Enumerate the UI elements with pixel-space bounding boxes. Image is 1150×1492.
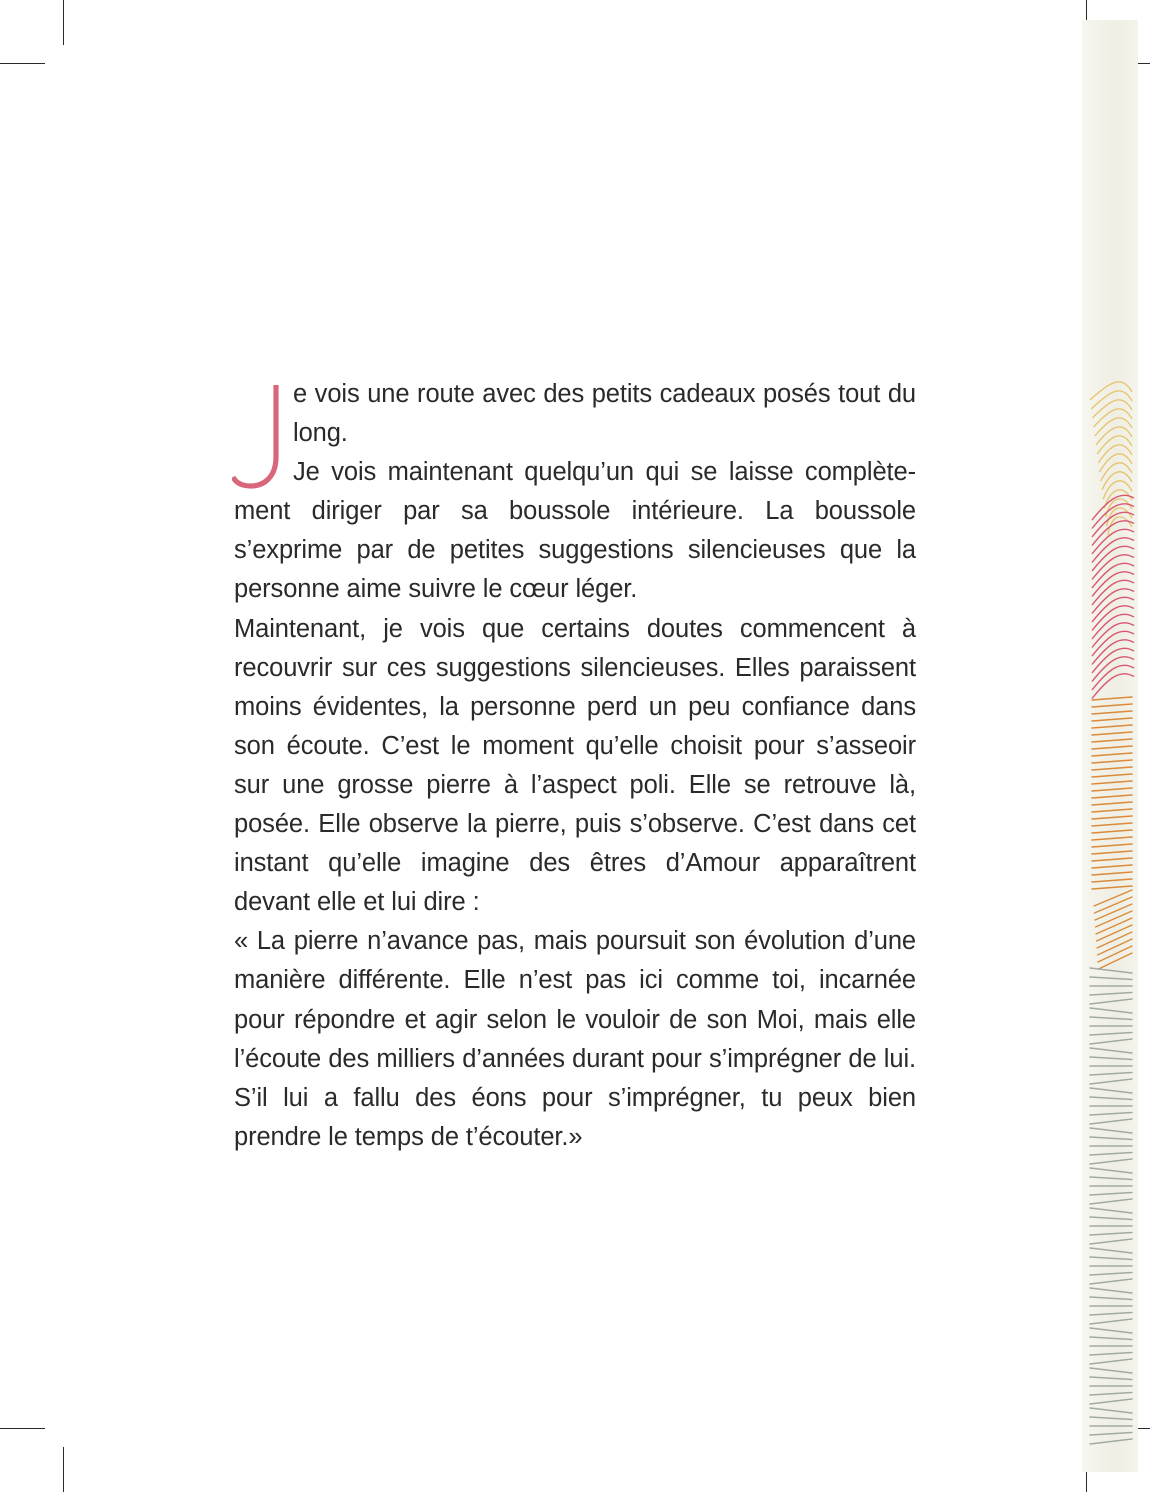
decorative-stroke — [1092, 858, 1132, 861]
decorative-stroke — [1090, 993, 1132, 996]
decorative-stroke — [1090, 1319, 1132, 1324]
crop-mark — [63, 0, 64, 45]
decorative-stroke — [1090, 1279, 1132, 1284]
decorative-stroke — [1092, 830, 1132, 833]
decorative-stroke — [1096, 911, 1133, 927]
page-text — [234, 375, 916, 1157]
decorative-stroke — [1090, 1039, 1132, 1044]
decorative-stroke — [1090, 1233, 1132, 1236]
decorative-stroke — [1094, 890, 1132, 906]
decorative-stroke — [1090, 1208, 1132, 1213]
paragraph-1 — [234, 375, 916, 453]
decorative-stroke — [1092, 774, 1132, 777]
decorative-stroke — [1092, 795, 1132, 798]
decorative-stroke — [1090, 1393, 1132, 1396]
decorative-stroke — [1098, 445, 1132, 463]
decorative-stroke — [1090, 1137, 1132, 1140]
decorative-stroke — [1090, 1257, 1132, 1260]
decorative-stroke — [1099, 953, 1133, 969]
decorative-stroke — [1090, 1313, 1132, 1316]
decorative-stroke — [1092, 725, 1132, 728]
decorative-stroke — [1092, 760, 1132, 763]
decorative-stroke — [1092, 788, 1132, 791]
decorative-stroke — [1092, 674, 1134, 699]
decorative-stroke — [1092, 816, 1132, 819]
decorative-stroke — [1090, 1368, 1132, 1373]
decorative-stroke — [1090, 1073, 1132, 1076]
decorative-stroke — [1092, 711, 1132, 714]
decorative-stroke — [1090, 1008, 1132, 1013]
decorative-stroke — [1090, 1417, 1132, 1420]
decorative-stroke — [1090, 1359, 1132, 1364]
decorative-stroke — [1090, 1353, 1132, 1356]
decorative-stroke — [1090, 1177, 1132, 1180]
decorative-stroke — [1092, 746, 1132, 749]
decorative-stroke — [1090, 1128, 1132, 1133]
paragraph-2 — [234, 453, 916, 609]
decorative-stroke — [1090, 1057, 1132, 1060]
decorative-stroke — [1090, 1239, 1132, 1244]
decorative-stroke — [1090, 1193, 1132, 1196]
decorative-stroke — [1092, 851, 1132, 854]
decorative-stroke — [1095, 897, 1133, 913]
decorative-stroke — [1092, 879, 1132, 882]
paragraph-4 — [234, 922, 916, 1157]
decorative-stroke — [1090, 1337, 1132, 1340]
decorative-stroke — [1092, 865, 1132, 868]
decorative-stroke — [1097, 436, 1132, 454]
decorative-stroke — [1092, 837, 1132, 840]
decorative-stroke — [1090, 1377, 1132, 1380]
decorative-stroke — [1090, 1168, 1132, 1173]
decorative-stroke — [1092, 718, 1132, 721]
decorative-stroke — [1090, 1119, 1132, 1124]
decorative-stroke — [1090, 1297, 1132, 1300]
paragraph-2-text: Je vois maintenant quelqu’un qui se laisse complète-ment diriger par sa boussole intérieure. La boussole s’exprime par de petites suggestions silencieuses que la personne aime suivre le cœur léger. — [234, 458, 916, 604]
decorative-stroke — [1097, 932, 1132, 948]
decorative-stroke — [1090, 1097, 1132, 1100]
decorative-stroke — [1092, 697, 1132, 700]
decorative-stroke — [1092, 781, 1132, 784]
decorative-stroke — [1090, 1113, 1132, 1116]
decorative-stroke — [1097, 925, 1133, 941]
decorative-stroke — [1092, 886, 1132, 889]
dropcap-rest-text: e vois une route avec des petits cadeaux posés tout du long. — [293, 380, 916, 448]
decorative-stroke — [1090, 1408, 1132, 1413]
decorative-stroke — [1090, 1017, 1132, 1020]
decorative-stroke — [1092, 823, 1132, 826]
decorative-stroke — [1092, 732, 1132, 735]
decorative-stroke — [1092, 739, 1132, 742]
paragraph-3 — [234, 610, 916, 923]
decorative-stroke — [1092, 767, 1132, 770]
decorative-stroke — [1092, 802, 1132, 805]
decorative-stroke — [1090, 1273, 1132, 1276]
decorative-stroke — [1090, 1248, 1132, 1253]
decorative-stroke — [1090, 1399, 1132, 1404]
crop-mark — [63, 1447, 64, 1492]
decorative-stroke — [1098, 939, 1133, 955]
decorative-lines-illustration — [1082, 20, 1138, 1472]
paragraph-4-text: « La pierre n’avance pas, mais poursuit son évolution d’une manière différente. Elle n’est pas ici comme toi, incarnée pour répondre et agir selon le vouloir de son Moi, mais elle l’écoute des milliers d’années durant pour s’imprégner de lui. S’il lui a fallu des éons pour s’imprégner, tu peux bien prendre le temps de t’écouter.» — [234, 927, 916, 1151]
decorative-stroke — [1092, 809, 1132, 812]
decorative-stroke — [1090, 1159, 1132, 1164]
decorative-stroke — [1090, 1088, 1132, 1093]
decorative-stroke — [1092, 872, 1132, 875]
decorative-stroke — [1090, 1439, 1132, 1444]
decorative-stroke — [1090, 1033, 1132, 1036]
decorative-stroke — [1095, 904, 1132, 920]
decorative-line-strip — [1082, 20, 1138, 1472]
decorative-stroke — [1092, 704, 1132, 707]
crop-mark — [0, 1428, 45, 1429]
decorative-stroke — [1092, 753, 1132, 756]
decorative-stroke — [1090, 1328, 1132, 1333]
decorative-stroke — [1090, 968, 1132, 973]
decorative-stroke — [1098, 946, 1132, 962]
decorative-stroke — [1090, 1079, 1132, 1084]
paragraph-3-text: Maintenant, je vois que certains doutes commencent à recouvrir sur ces suggestions silencieuses. Elles paraissent moins évidentes, la personne perd un peu confiance dans son écoute. C’est le moment qu’elle choisit pour s’asseoir sur une grosse pierre à l’aspect poli. Elle se retrouve là, posée. Elle observe la pierre, puis s’observe. C’est dans cet instant qu’elle imagine des êtres d’Amour apparaîtrent devant elle et lui dire : — [234, 614, 916, 917]
decorative-stroke — [1090, 977, 1132, 980]
decorative-stroke — [1090, 1433, 1132, 1436]
decorative-stroke — [1090, 1199, 1132, 1204]
decorative-stroke — [1090, 1048, 1132, 1053]
decorative-stroke — [1090, 1288, 1132, 1293]
decorative-stroke — [1092, 844, 1132, 847]
decorative-stroke — [1096, 918, 1132, 934]
decorative-stroke — [1090, 1153, 1132, 1156]
decorative-stroke — [1090, 999, 1132, 1004]
crop-mark — [0, 63, 45, 64]
decorative-stroke — [1090, 1217, 1132, 1220]
decorative-stroke — [1090, 382, 1132, 400]
